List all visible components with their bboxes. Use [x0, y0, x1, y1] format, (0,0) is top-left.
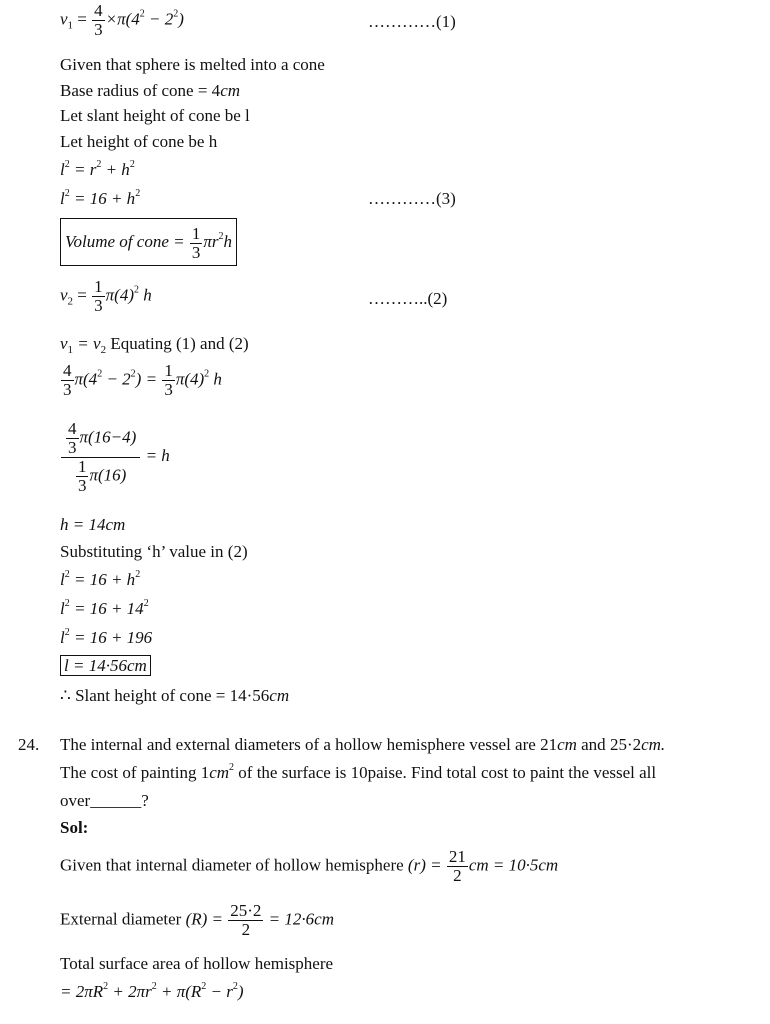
slant-height-box: l = 14·56cm — [60, 656, 151, 676]
solution-label: Sol: — [60, 818, 89, 837]
eq-subst-1: $l^2 = 16 + h^2$ — [60, 569, 141, 589]
eq-equating: $v_1 = v_2$ Equating (1) and (2) — [60, 334, 249, 356]
text-line: Base radius of cone = 4cm — [60, 81, 241, 100]
question-line-3: over______? — [60, 791, 149, 810]
text-line: Given that sphere is melted into a cone — [60, 55, 325, 74]
eq-subst-2: $l^2 = 16 + 14^2$ — [60, 598, 149, 618]
given-external: External diameter (R) = $\frac{25\cdot 2}{2}$ = 12·6cm — [60, 901, 334, 939]
volume-formula-box: Volume of cone = $\frac{1}{3}$ $\pi r^2h$ — [60, 218, 237, 266]
text-line: Total surface area of hollow hemisphere — [60, 954, 334, 973]
eq-v1: $v_1$ = $\frac{4}{3}$ $\times\pi(4^2 - 2^2)$ — [60, 1, 184, 39]
question-number: 24. — [18, 735, 40, 754]
conclusion-line: ∴ Slant height of cone = 14·56cm — [60, 686, 290, 705]
eq-compound-fraction: $\frac{4}{3}$ π(16−4) $\frac{1}{3}$ π(16) = h — [60, 420, 170, 494]
question-line-2: The cost of painting $1cm^2$ of the surface is 10paise. Find total cost to paint the vessel all — [60, 762, 657, 782]
eq-pythagoras: $l^2 = r^2 + h^2$ — [60, 159, 135, 179]
text-line: Let height of cone be h — [60, 132, 218, 151]
eq-subst-3: $l^2 = 16 + 196$ — [60, 627, 153, 647]
eq-tag-1: …………(1) — [368, 12, 456, 31]
eq-h-value: h = 14cm — [60, 515, 126, 534]
given-internal: Given that internal diameter of hollow hemisphere (r) = $\frac{21}{2}$ cm = 10·5cm — [60, 847, 559, 885]
eq-tsa: = $2\pi R^2 + 2\pi r^2 + \pi(R^2 - r^2)$ — [60, 981, 244, 1001]
eq-tag-2: ………..(2) — [368, 289, 448, 308]
eq-equated: $\frac{4}{3}$ $\pi(4^2 - 2^2)$ = $\frac{1}{3}$ $\pi(4)^2$ h — [63, 361, 222, 399]
eq-v2: $v_2$ = $\frac{1}{3}$ $\pi(4)^2$ h — [60, 277, 152, 315]
text-line: Substituting ‘h’ value in (2) — [60, 542, 248, 561]
text-line: Let slant height of cone be l — [60, 106, 250, 125]
eq-tag-3: …………(3) — [368, 189, 456, 208]
eq-l2-16: $l^2 = 16 + h^2$ — [60, 188, 141, 208]
fraction: $\frac{4}{3}$ — [94, 1, 103, 39]
question-line-1: The internal and external diameters of a hollow hemisphere vessel are 21cm and 25·2cm. — [60, 735, 666, 754]
